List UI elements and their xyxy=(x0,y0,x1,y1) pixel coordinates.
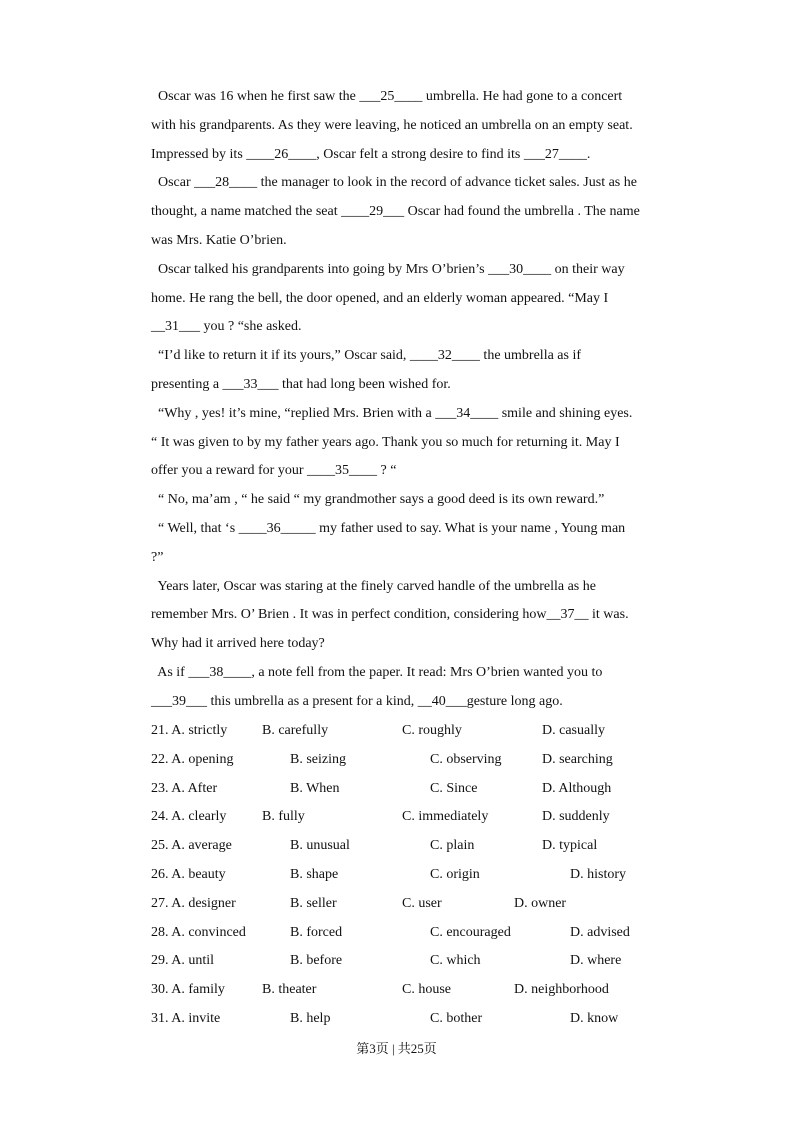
option-b: B. fully xyxy=(262,809,305,825)
passage-line: Oscar was 16 when he first saw the ___25____ umbrella. He had gone to a concert xyxy=(151,89,623,104)
passage-line: Years later, Oscar was staring at the finely carved handle of the umbrella as he xyxy=(151,578,596,594)
option-b: B. shape xyxy=(290,867,339,882)
page-footer: 第3页 | 共25页 xyxy=(356,1041,437,1056)
passage-line: Oscar ___28____ the manager to look in the record of advance ticket sales. Just as he xyxy=(151,175,637,191)
passage-line: “ It was given to by my father years ago. Thank you so much for returning it. May I xyxy=(151,434,620,450)
option-d: D. Although xyxy=(542,780,612,796)
passage-line: __31___ you ? “she asked. xyxy=(151,319,302,335)
passage-line: “ No, ma’am , “ he said “ my grandmother says a good deed is its own reward.” xyxy=(151,492,605,508)
option-c: C. which xyxy=(430,953,481,969)
option-a: 22. A. opening xyxy=(151,751,234,767)
option-c: C. bother xyxy=(430,1011,483,1026)
passage-line: As if ___38____, a note fell from the paper. It read: Mrs O’brien wanted you to xyxy=(151,665,603,680)
option-c: C. user xyxy=(402,895,442,911)
option-b: B. When xyxy=(290,780,340,796)
option-b: B. seizing xyxy=(290,751,346,767)
option-d: D. casually xyxy=(542,723,605,738)
option-d: D. owner xyxy=(514,895,567,911)
passage-line: was Mrs. Katie O’brien. xyxy=(151,233,287,248)
option-b: B. carefully xyxy=(262,723,329,738)
option-d: D. advised xyxy=(570,924,630,940)
option-a: 23. A. After xyxy=(151,780,218,796)
passage-line: with his grandparents. As they were leaving, he noticed an umbrella on an empty seat. xyxy=(151,117,633,133)
option-d: D. where xyxy=(570,953,622,969)
option-b: B. unusual xyxy=(290,838,350,854)
option-c: C. encouraged xyxy=(430,924,511,940)
option-a: 31. A. invite xyxy=(151,1011,221,1026)
passage-line: ___39___ this umbrella as a present for a kind, __40___gesture long ago. xyxy=(151,693,563,709)
option-b: B. forced xyxy=(290,924,343,940)
option-b: B. seller xyxy=(290,895,337,911)
option-d: D. searching xyxy=(542,751,613,767)
option-c: C. roughly xyxy=(402,723,462,738)
option-a: 28. A. convinced xyxy=(151,924,246,940)
option-a: 21. A. strictly xyxy=(151,723,228,738)
option-a: 29. A. until xyxy=(151,953,215,969)
passage-line: Oscar talked his grandparents into going by Mrs O’brien’s ___30____ on their way xyxy=(151,261,625,277)
option-b: B. theater xyxy=(262,982,317,998)
passage-line: “Why , yes! it’s mine, “replied Mrs. Brien with a ___34____ smile and shining eyes. xyxy=(151,405,633,421)
option-a: 30. A. family xyxy=(151,982,225,998)
passage-line: Impressed by its ____26____, Oscar felt a strong desire to find its ___27____. xyxy=(151,146,591,162)
option-c: C. house xyxy=(402,982,451,998)
option-a: 26. A. beauty xyxy=(151,867,226,882)
option-d: D. know xyxy=(570,1011,619,1026)
option-a: 24. A. clearly xyxy=(151,809,227,825)
passage-line: thought, a name matched the seat ____29___ Oscar had found the umbrella . The name xyxy=(151,204,640,220)
option-c: C. plain xyxy=(430,838,475,854)
option-d: D. neighborhood xyxy=(514,982,609,998)
option-b: B. help xyxy=(290,1011,331,1026)
option-c: C. observing xyxy=(430,751,502,767)
passage-line: presenting a ___33___ that had long been wished for. xyxy=(151,377,451,392)
option-d: D. suddenly xyxy=(542,809,610,825)
option-a: 25. A. average xyxy=(151,838,232,854)
passage-line: remember Mrs. O’ Brien . It was in perfect condition, considering how__37__ it was. xyxy=(151,607,629,623)
passage-line: Why had it arrived here today? xyxy=(151,636,325,652)
option-d: D. typical xyxy=(542,838,598,854)
option-a: 27. A. designer xyxy=(151,895,236,911)
option-d: D. history xyxy=(570,867,626,882)
passage-line: “I’d like to return it if its yours,” Oscar said, ____32____ the umbrella as if xyxy=(151,348,582,364)
passage-line: home. He rang the bell, the door opened, and an elderly woman appeared. “May I xyxy=(151,290,609,306)
passage-line: offer you a reward for your ____35____ ? “ xyxy=(151,463,397,479)
option-c: C. Since xyxy=(430,780,478,796)
option-c: C. immediately xyxy=(402,809,489,825)
option-c: C. origin xyxy=(430,867,480,882)
option-b: B. before xyxy=(290,953,343,969)
passage-line: “ Well, that ‘s ____36_____ my father used to say. What is your name , Young man xyxy=(151,521,626,536)
passage-line: ?” xyxy=(151,549,164,565)
